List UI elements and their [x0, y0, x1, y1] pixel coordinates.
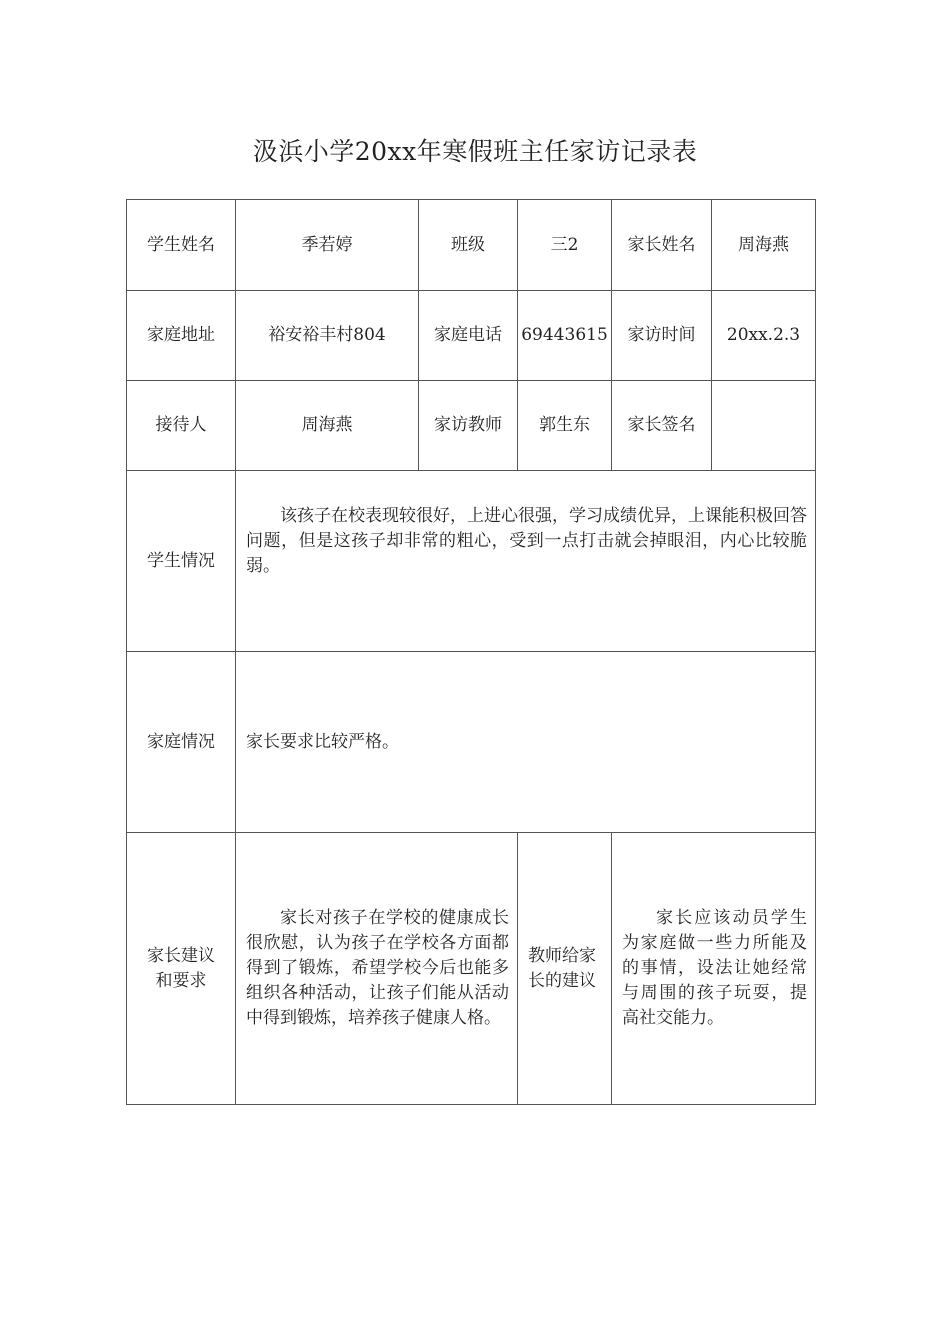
teacher-value: 郭生东 — [518, 381, 612, 471]
receiver-label: 接待人 — [127, 381, 236, 471]
teacher-suggestion-label: 教师给家长的建议 — [528, 945, 596, 991]
parent-name-label: 家长姓名 — [612, 200, 712, 291]
teacher-label: 家访教师 — [419, 381, 518, 471]
student-situation-text: 该孩子在校表现较很好，上进心很强，学习成绩优异，上课能积极回答问题，但是这孩子却非常的粗心，受到一点打击就会掉眼泪，内心比较脆弱。 — [246, 505, 807, 576]
family-situation-text: 家长要求比较严格。 — [246, 731, 399, 752]
parent-name-value: 周海燕 — [712, 200, 816, 291]
parent-suggestion-label: 家长建议和要求 — [147, 945, 215, 991]
phone-label: 家庭电话 — [419, 291, 518, 381]
table-row-basic-info — [127, 200, 816, 291]
class-label: 班级 — [419, 200, 518, 291]
address-label: 家庭地址 — [127, 291, 236, 381]
receiver-value: 周海燕 — [236, 381, 419, 471]
class-value: 三2 — [518, 200, 612, 291]
phone-value: 69443615 — [518, 291, 612, 381]
table-row-family-situation — [127, 652, 816, 833]
signature-label: 家长签名 — [612, 381, 712, 471]
visit-time-value: 20xx.2.3 — [712, 291, 816, 381]
student-situation-label: 学生情况 — [127, 471, 236, 652]
student-name-value: 季若婷 — [236, 200, 419, 291]
table-row-visit-info — [127, 381, 816, 471]
visit-time-label: 家访时间 — [612, 291, 712, 381]
page-title: 汲浜小学20xx年寒假班主任家访记录表 — [252, 137, 698, 166]
table-row-student-situation — [127, 471, 816, 652]
student-name-label: 学生姓名 — [127, 200, 236, 291]
family-situation-label: 家庭情况 — [127, 652, 236, 833]
table-row-contact-info — [127, 291, 816, 381]
address-value: 裕安裕丰村804 — [236, 291, 419, 381]
home-visit-record-table — [126, 199, 816, 1105]
table-row-suggestions — [127, 833, 816, 1105]
parent-suggestion-text: 家长对孩子在学校的健康成长很欣慰，认为孩子在学校各方面都得到了锻炼，希望学校今后也能多组织各种活动，让孩子们能从活动中得到锻炼，培养孩子健康人格。 — [246, 908, 509, 1028]
signature-field[interactable] — [712, 381, 816, 471]
teacher-suggestion-text: 家长应该动员学生为家庭做一些力所能及的事情，设法让她经常与周围的孩子玩耍，提高社交能力。 — [622, 908, 807, 1028]
